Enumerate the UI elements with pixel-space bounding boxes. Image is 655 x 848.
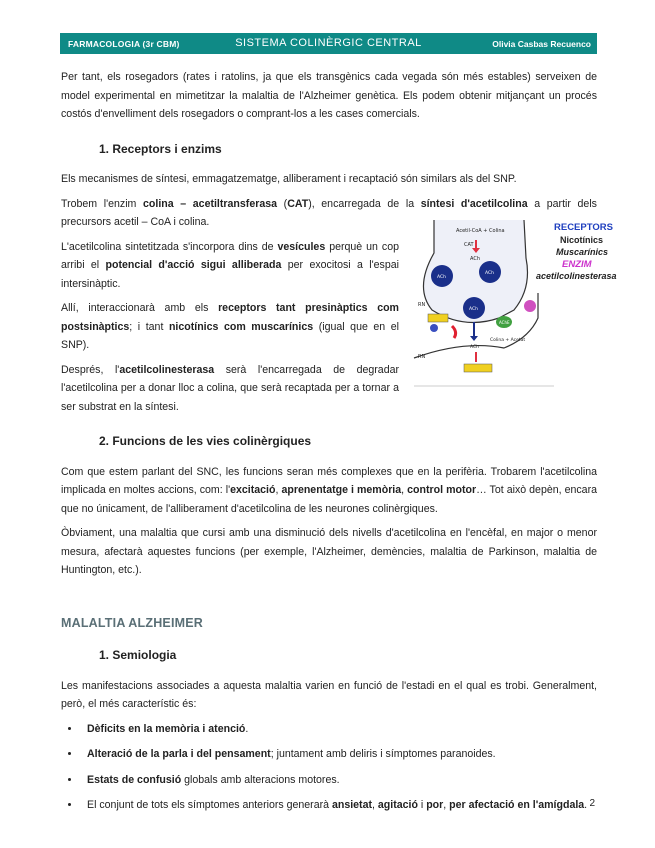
page-number: 2 — [589, 798, 595, 809]
arrow-icon — [452, 326, 456, 338]
page-header — [60, 33, 597, 54]
receptor-m2 — [428, 314, 448, 322]
paragraph: L'acetilcolina sintetitzada s'incorpora dins de vesícules perquè un cop arribi el potencial d'acció sigui alliberada per exocitosi a l'espai intersinàptic. — [61, 240, 399, 290]
receptor-postsynaptic — [464, 364, 492, 372]
header-title: SISTEMA COLINÈRGIC CENTRAL — [235, 37, 422, 49]
receptors-heading: RECEPTORS — [554, 222, 613, 233]
acetilcolinesterasa-label: acetilcolinesterasa — [536, 271, 617, 281]
section-heading-semiology: 1. Semiologia — [99, 648, 177, 662]
list-item: • Alteració de la parla i del pensament; juntament amb deliris i símptomes paranoides. — [81, 745, 597, 764]
list-item: • Dèficits en la memòria i atenció. — [81, 720, 597, 739]
list-item: • El conjunt de tots els símptomes anteriors generarà ansietat, agitació i por, per afectació en l'amígdala. — [81, 796, 597, 815]
intro-paragraph: Per tant, els rosegadors (rates i ratolins, ja que els transgènics cada vegada són més estables) serveixen de model experimental en mimetitzar la malaltia de l'Alzheimer genètica. Els podem obtenir mitjançant un procés costós d'envelliment dels rosegadors o comprant-los a les cases comercials. — [61, 71, 597, 120]
cat-label: CAT — [464, 242, 474, 248]
muscarinics-label: Muscarínics — [556, 247, 609, 257]
svg-text:ACh: ACh — [469, 307, 478, 312]
receptor-icon — [430, 324, 438, 332]
page-content — [61, 68, 597, 822]
header-course: FARMACOLOGIA (3r CBM) — [68, 39, 180, 49]
section-title-alzheimer: MALALTIA ALZHEIMER — [61, 615, 204, 630]
nicotinics-label: Nicotínics — [560, 235, 604, 245]
ache-label: AChE — [499, 320, 510, 325]
rn-label: RN — [418, 302, 426, 308]
list-item: • Estats de confusió globals amb alteracions motores. — [81, 771, 597, 790]
section-heading-functions: 2. Funcions de les vies colinèrgiques — [99, 434, 312, 448]
paragraph: Les manifestacions associades a aquesta malaltia varien en funció de l'estadi en el qual es trobi. Generalment, però, el més característic és: — [61, 679, 597, 710]
paragraph: Com que estem parlant del SNC, les funcions seran més complexes que en la perifèria. Trobarem l'acetilcolina implicada en moltes accions, com: l'excitació, aprenentatge i memòria, control motor… Tot això depèn, encara que no únicament, de l'alliberament d'acetilcolina de les neurones colinèrgiques. — [61, 465, 597, 515]
svg-text:RN: RN — [418, 354, 426, 360]
ach-label: ACh — [470, 256, 480, 262]
paragraph: Trobem l'enzim colina – acetiltransferasa (CAT), encarregada de la síntesi d'acetilcolina a partir dels precursors acetil – CoA i colina. — [61, 197, 597, 228]
transporter — [524, 300, 536, 312]
paragraph: Allí, interaccionarà amb els receptors tant presinàptics com postsinàptics; i tant nicotínics com muscarínics (igual que en el SNP). — [61, 302, 400, 351]
paragraph: Després, l'acetilcolinesterasa serà l'encarregada de degradar l'acetilcolina per a donar lloc a colina, que serà recaptada per a tornar a ser substrat en la síntesi. — [61, 363, 399, 413]
arrow-icon — [470, 336, 478, 341]
svg-text:ACh: ACh — [470, 345, 479, 350]
header-author: Olivia Casbas Recuenco — [492, 39, 591, 49]
precursors-label: Acetil-CoA + Colina — [456, 228, 505, 234]
paragraph: Els mecanismes de síntesi, emmagatzematge, alliberament i recaptació són similars als del SNP. — [61, 173, 517, 185]
svg-text:ACh: ACh — [485, 271, 494, 276]
colina-acetat-label: Colina + Acetat — [490, 338, 526, 343]
enzim-heading: ENZIM — [562, 259, 592, 270]
svg-text:ACh: ACh — [437, 275, 446, 280]
paragraph: Òbviament, una malaltia que cursi amb una disminució dels nivells d'acetilcolina en l'encèfal, en major o menor mesura, afectarà aquestes funcions (per exemple, l'Alzheimer, demències, malaltia de Parkinson, malaltia de Huntington, etc.). — [61, 527, 597, 576]
synapse-diagram — [404, 218, 648, 390]
section-heading-receptors: 1. Receptors i enzims — [99, 141, 222, 156]
symptom-list — [61, 720, 597, 815]
